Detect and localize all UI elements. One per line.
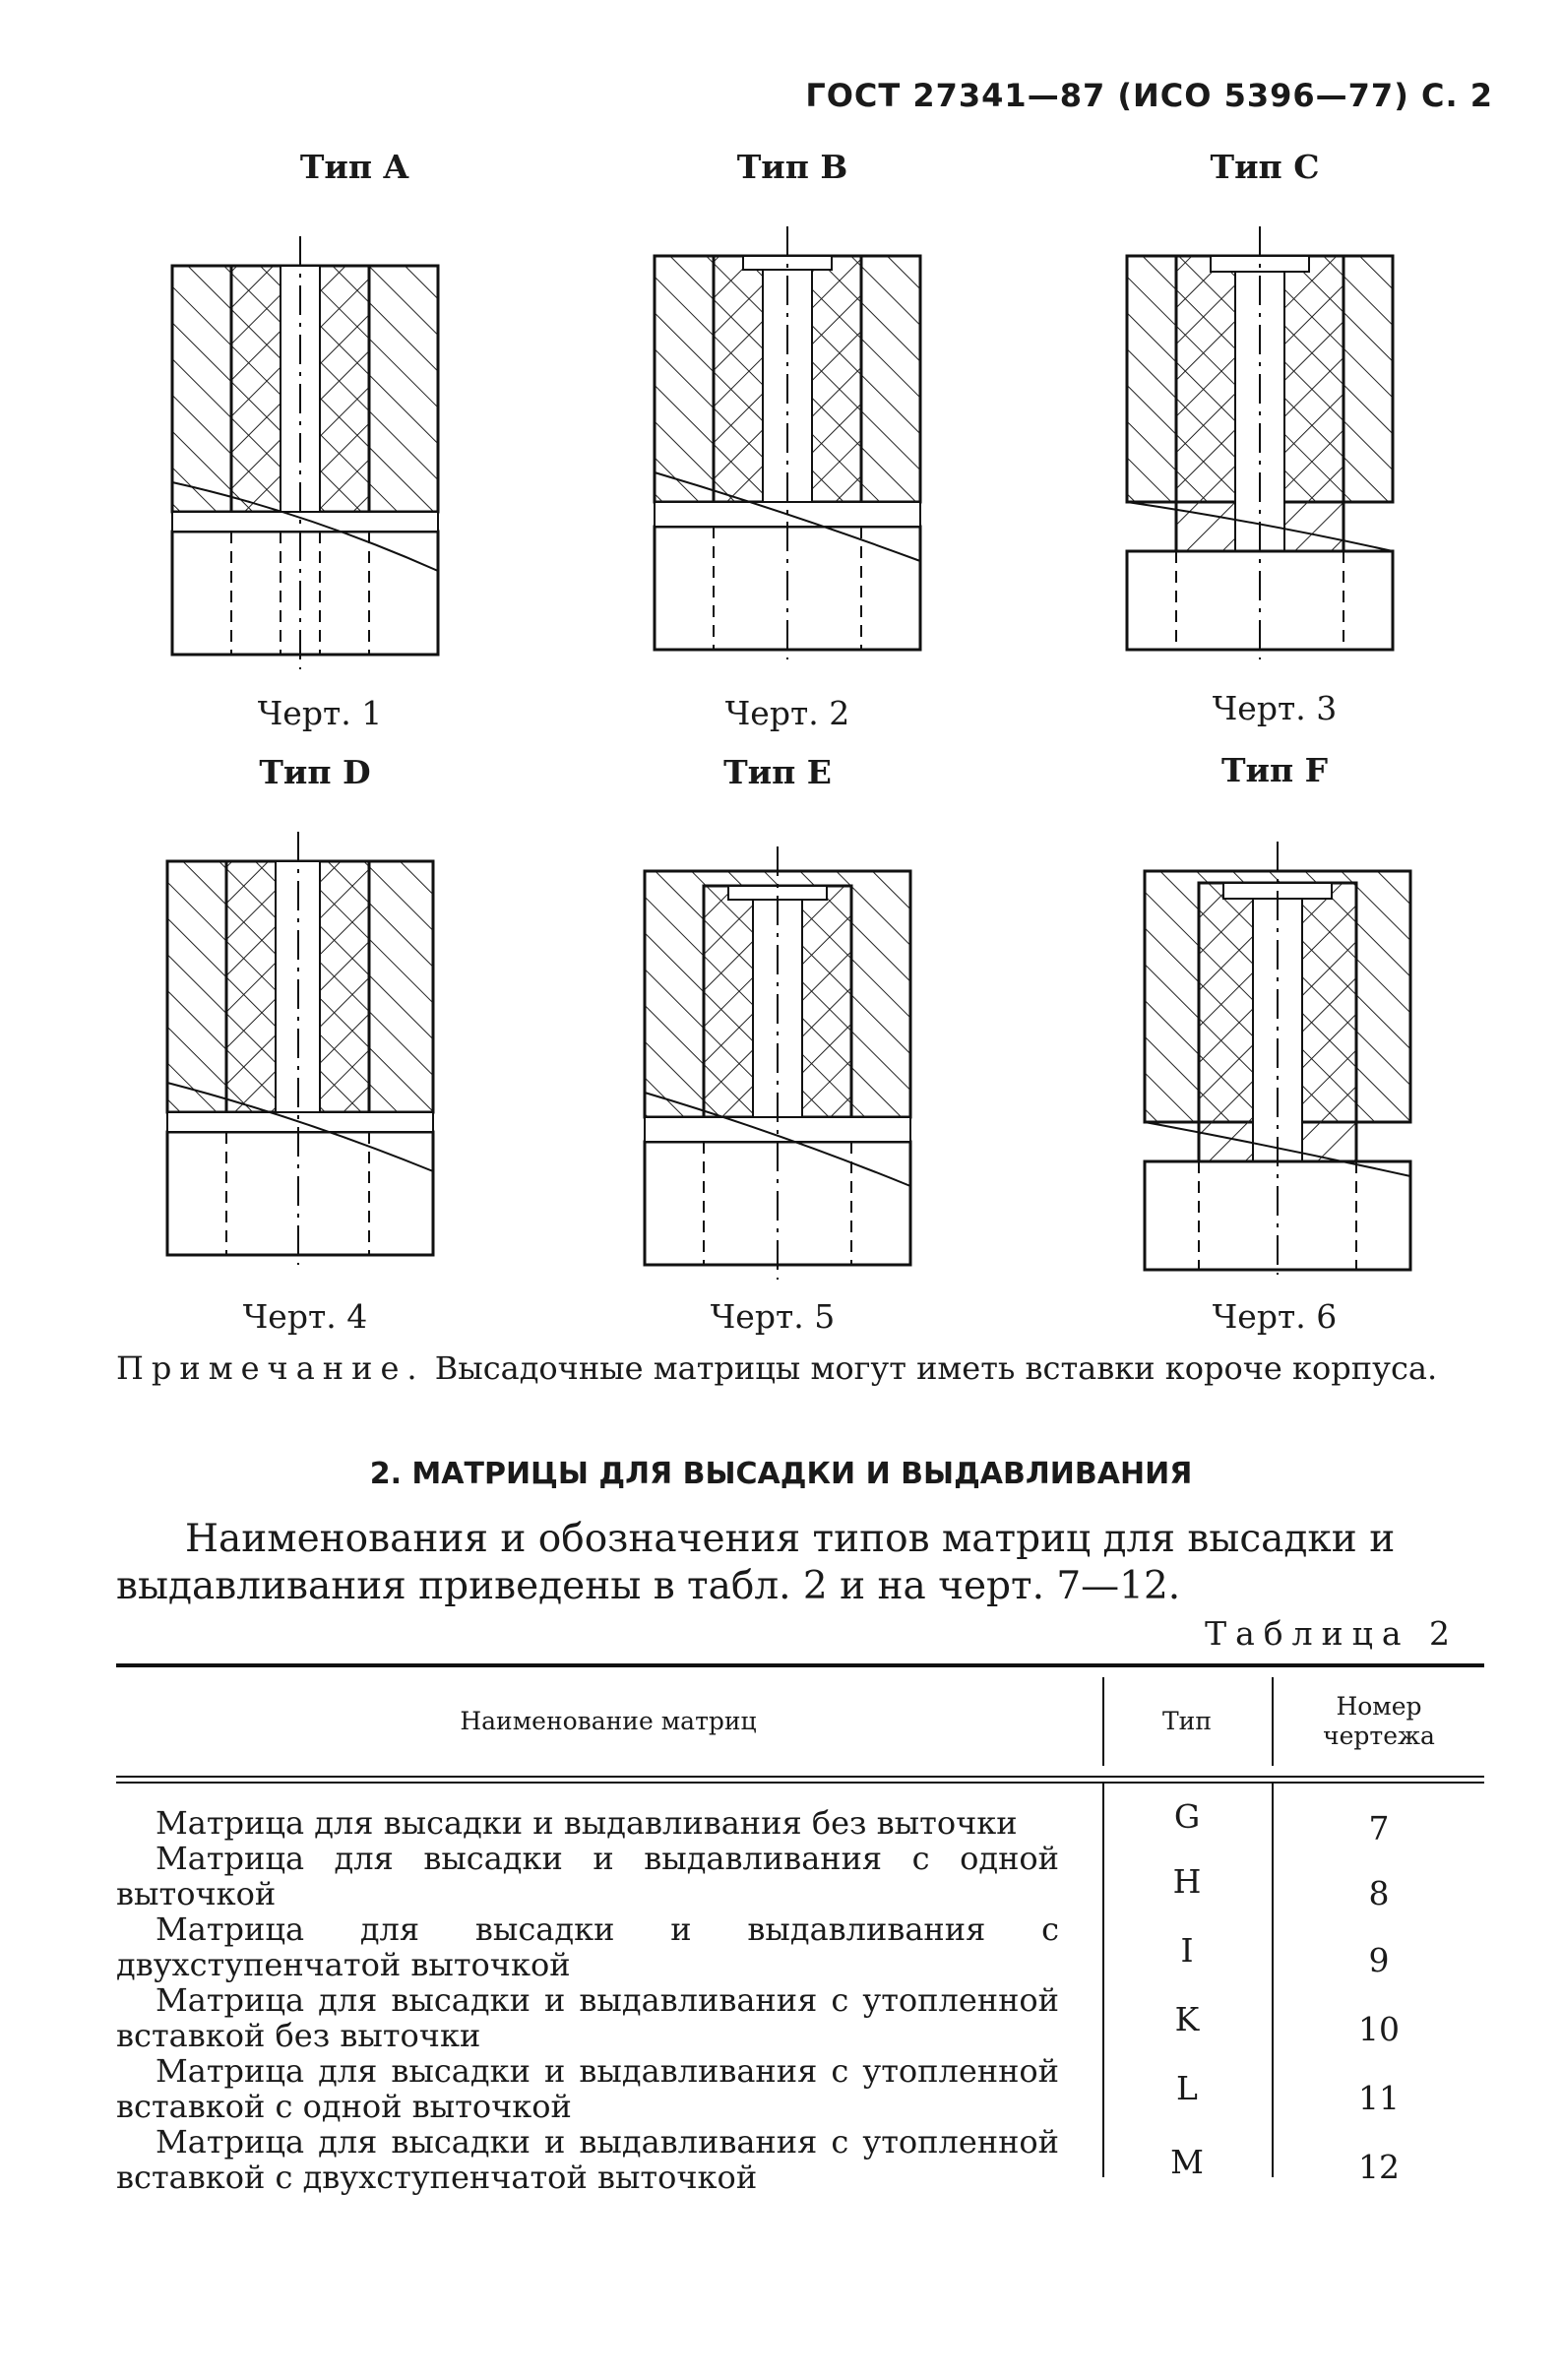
page-header: ГОСТ 27341—87 (ИСО 5396—77) С. 2: [805, 77, 1493, 114]
figure-1-caption: Черт. 1: [257, 694, 383, 732]
note: [116, 1348, 1494, 1388]
drawing-type-a: [157, 236, 453, 669]
header-number: Номер чертежа: [1323, 1692, 1435, 1750]
header-type: Тип: [1162, 1707, 1212, 1735]
table-row: [116, 1841, 1059, 1911]
table-2: [116, 1663, 1484, 2217]
row-number: 9: [1368, 1941, 1390, 1979]
row-number: 11: [1358, 2079, 1400, 2117]
note-label: Примечание.: [116, 1349, 425, 1387]
table-row: [116, 1805, 1059, 1841]
figure-6-type: Тип F: [1220, 751, 1329, 789]
row-type: K: [1174, 2000, 1200, 2038]
table-row: [116, 1982, 1059, 2053]
drawing-type-d: [153, 832, 448, 1265]
row-type: G: [1173, 1797, 1201, 1836]
body-divider-1: [1102, 1784, 1104, 2177]
table-row: [116, 1911, 1059, 1982]
figure-2-caption: Черт. 2: [724, 694, 850, 732]
table-row: [116, 2124, 1059, 2195]
section-paragraph-text: Наименования и обозначения типов матриц для высадки и выдавливания приведены в табл. 2 и на черт. 7—12.: [116, 1517, 1396, 1608]
table-body: [116, 1784, 1484, 2217]
row-number: 8: [1368, 1874, 1390, 1912]
row-type: M: [1170, 2143, 1204, 2181]
row-type: L: [1176, 2069, 1198, 2107]
section-paragraph: [116, 1516, 1494, 1610]
figure-1-type: Тип A: [299, 148, 409, 186]
row-name-text: Матрица для высадки и выдавливания с двухступенчатой выточкой: [116, 1910, 1059, 1983]
figure-2-type: Тип B: [736, 148, 848, 186]
row-name-text: Матрица для высадки и выдавливания с утопленной вставкой с двухступенчатой выточкой: [116, 2123, 1059, 2196]
figure-4-caption: Черт. 4: [242, 1297, 368, 1336]
figure-4-type: Тип D: [259, 753, 371, 791]
row-number: 10: [1358, 2010, 1400, 2048]
drawing-type-b: [640, 226, 935, 659]
table-row: [116, 2053, 1059, 2124]
row-name-text: Матрица для высадки и выдавливания с утопленной вставкой с одной выточкой: [116, 2052, 1059, 2125]
figure-5-type: Тип E: [723, 753, 832, 791]
row-number: 12: [1358, 2148, 1400, 2186]
drawing-type-c: [1112, 226, 1407, 659]
table-header: [116, 1667, 1484, 1776]
table-label: Таблица 2: [1205, 1614, 1459, 1653]
figure-3-type: Тип C: [1210, 148, 1320, 186]
drawing-type-f: [1130, 842, 1425, 1275]
section-title: 2. МАТРИЦЫ ДЛЯ ВЫСАДКИ И ВЫДАВЛИВАНИЯ: [369, 1457, 1193, 1491]
figure-5-caption: Черт. 5: [710, 1297, 836, 1336]
note-text: Высадочные матрицы могут иметь вставки короче корпуса.: [434, 1349, 1438, 1387]
row-name-text: Матрица для высадки и выдавливания с утопленной вставкой без выточки: [116, 1981, 1059, 2054]
row-name-text: Матрица для высадки и выдавливания с одной выточкой: [116, 1840, 1059, 1912]
row-name-text: Матрица для высадки и выдавливания без выточки: [156, 1804, 1018, 1842]
row-type: H: [1172, 1862, 1202, 1901]
row-type: I: [1180, 1931, 1194, 1970]
row-number: 7: [1368, 1809, 1390, 1848]
figure-6-caption: Черт. 6: [1212, 1297, 1338, 1336]
header-name: Наименование матриц: [460, 1707, 757, 1735]
figure-3-caption: Черт. 3: [1212, 689, 1338, 727]
drawing-type-e: [630, 846, 925, 1280]
table-header-rule: [116, 1776, 1484, 1784]
